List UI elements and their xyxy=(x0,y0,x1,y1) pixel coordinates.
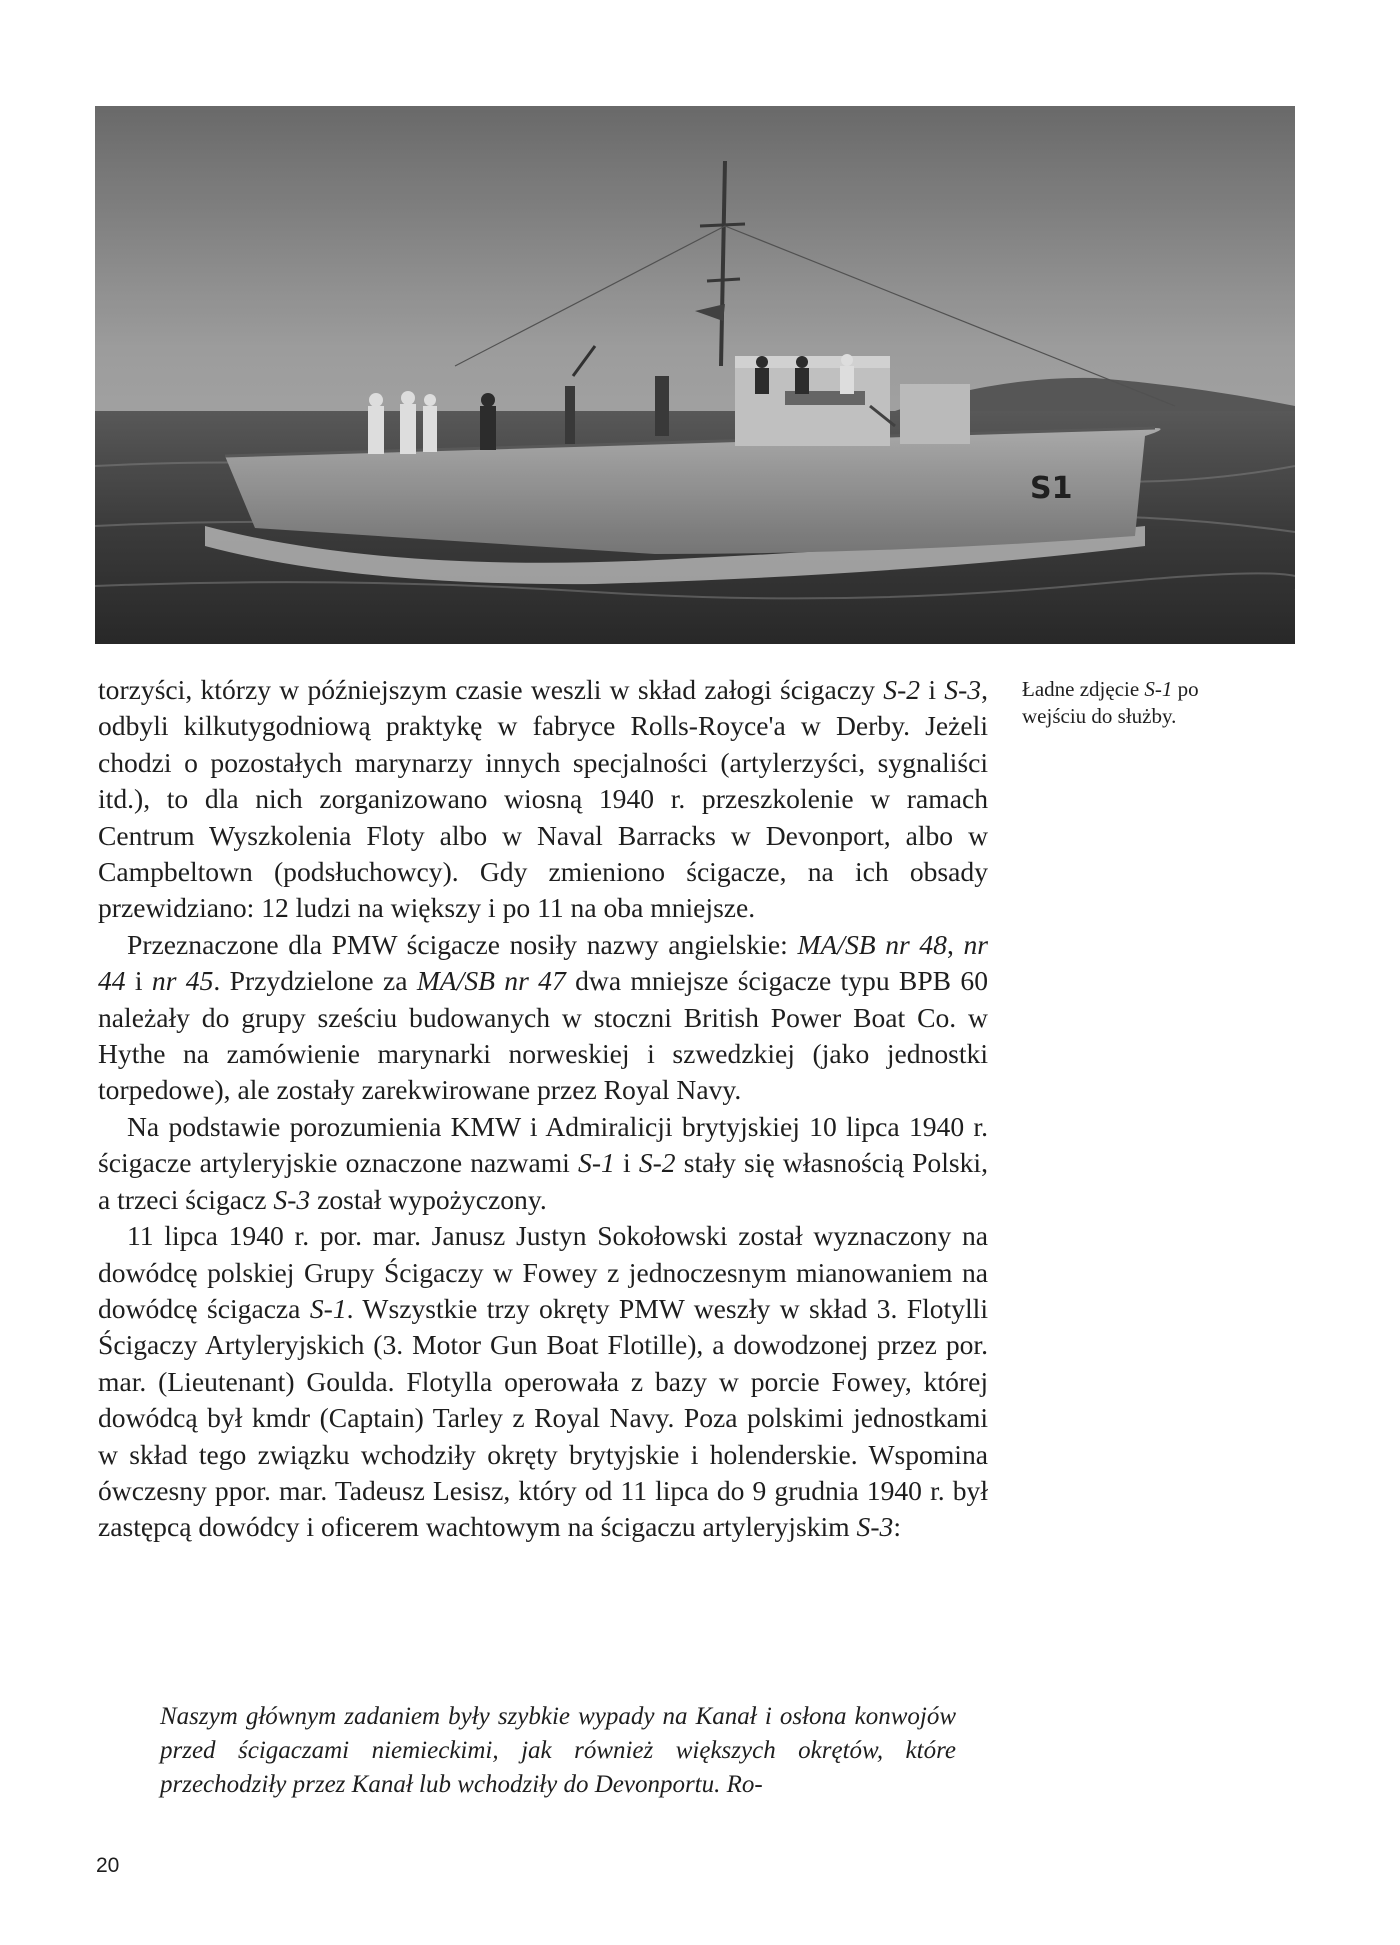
text-run: dwa mniejsze ścigacze typu BPB 60 należały do grupy sześciu budowanych w stoczni British Power Boat Co. w Hythe na zamówienie marynarki norweskiej i szwedzkiej (jako jednostki torpedowe), ale zostały zarekwirowane przez Royal Navy. xyxy=(98,965,989,1106)
text-run: 11 lipca 1940 r. por. mar. Janusz Justyn Sokołowski został wyznaczony na dowódcę polskiej Grupy Ścigaczy w Fowey z jednoczesnym mianowaniem na dowódcę ścigacza xyxy=(98,1220,988,1324)
paragraph xyxy=(98,672,988,927)
ship-name: nr 44 xyxy=(98,928,988,997)
article-body xyxy=(98,672,988,1546)
ship-name: S-1 xyxy=(578,1147,615,1179)
text-run: i xyxy=(614,1147,639,1179)
paragraph xyxy=(98,1218,988,1546)
ship-name: S-3 xyxy=(856,1511,894,1543)
text-run: . Wszystkie trzy okręty PMW weszły w skład 3. Flotylli Ścigaczy Artyleryjskich (3. Motor Gun Boat Flotille), a dowodzonej przez por. mar. (Lieutenant) Goulda. Flotylla operowała z bazy w porcie Fowey, której dowódcą był kmdr (Captain) Tarley z Royal Navy. Poza polskimi jednostkami w skład tego związku wchodziły okręty brytyjskie i holenderskie. Wspomina ówczesny ppor. mar. Tadeusz Lesisz, który od 11 lipca do 9 grudnia 1940 r. był zastępcą dowódcy i oficerem wachtowym na ścigaczu artyleryjskim xyxy=(98,1292,988,1543)
caption-ship: S-1 xyxy=(1144,677,1173,701)
ship-name: S-2 xyxy=(638,1147,676,1179)
ship-photo xyxy=(95,106,1295,644)
text-run: i xyxy=(125,965,152,997)
photo-caption xyxy=(1022,676,1262,730)
text-run: torzyści, którzy w późniejszym czasie weszli w skład załogi ścigaczy xyxy=(98,674,884,705)
text-run: i xyxy=(920,674,945,705)
text-run: , odbyli kilkutygodniową praktykę w fabryce Rolls-Royce'a w Derby. Jeżeli chodzi o pozostałych marynarzy innych specjalności (artylerzyści, sygnaliści itd.), to dla nich zorganizowano wiosną 1940 r. przeszkolenie w ramach Centrum Wyszkolenia Floty albo w Naval Barracks w Devonport, albo w Campbeltown (podsłuchowcy). Gdy zmieniono ścigacze, na ich obsady przewidziano: 12 ludzi na większy i po 11 na oba mniejsze. xyxy=(98,674,988,924)
caption-post: po wejściu do służby. xyxy=(1022,677,1199,728)
ship-name: MA/SB nr 48 xyxy=(797,928,947,960)
page-number: 20 xyxy=(96,1854,120,1877)
ship-name: S-3 xyxy=(273,1183,311,1215)
text-run: Na podstawie porozumienia KMW i Admiralicji brytyjskiej 10 lipca 1940 r. ścigacze artyleryjskie oznaczone nazwami xyxy=(98,1110,988,1179)
ship-name: S-1 xyxy=(309,1292,347,1324)
paragraph xyxy=(98,927,988,1109)
text-run: stały się własnością Polski, a trzeci ścigacz xyxy=(98,1147,988,1215)
caption-pre: Ładne zdjęcie xyxy=(1022,677,1145,701)
motor-gun-boat-illustration xyxy=(95,106,1295,644)
text-run: Przeznaczone dla PMW ścigacze nosiły nazwy angielskie: xyxy=(127,928,798,960)
paragraph xyxy=(98,1109,988,1218)
text-run: został wypożyczony. xyxy=(310,1183,547,1215)
hull-marking: S1 xyxy=(1030,471,1073,506)
text-run: : xyxy=(893,1511,902,1543)
block-quote: Naszym głównym zadaniem były szybkie wypady na Kanał i osłona konwojów przed ścigaczami niemieckimi, jak również większych okrętów, które przechodziły przez Kanał lub wchodziły do Devonportu. Ro- xyxy=(160,1703,956,1798)
ship-name: S-3 xyxy=(944,674,982,705)
text-run: . Przydzielone za xyxy=(213,965,417,997)
ship-name: S-2 xyxy=(883,674,921,705)
ship-name: MA/SB nr 47 xyxy=(416,965,566,997)
text-run: , xyxy=(946,928,964,960)
ship-name: nr 45 xyxy=(151,965,214,997)
